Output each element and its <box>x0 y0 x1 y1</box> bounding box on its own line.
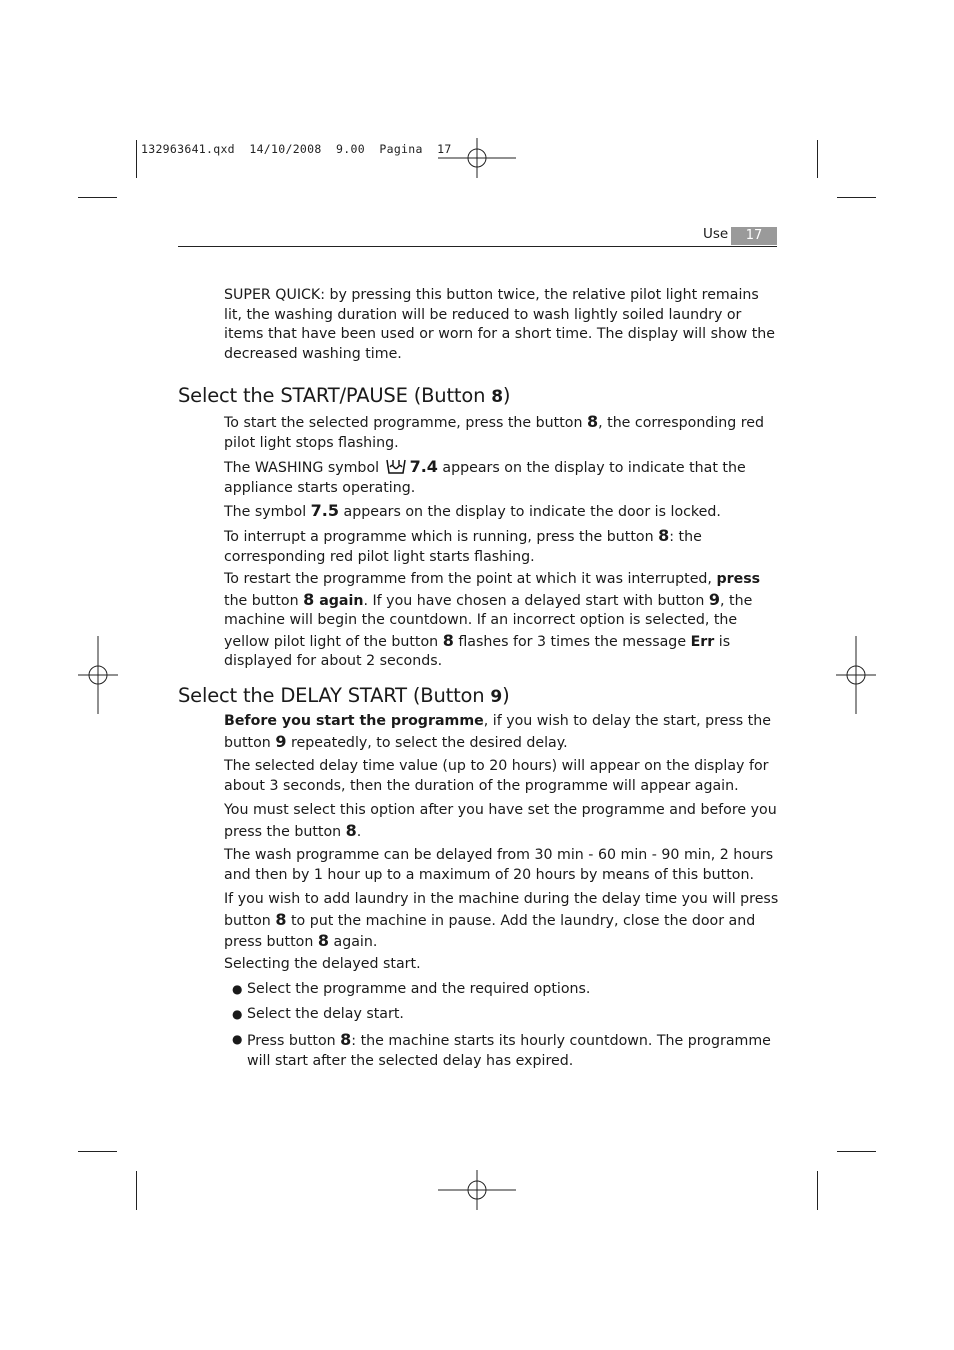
list-item: ● Select the delay start. <box>232 1005 777 1025</box>
crop-mark-top-left-v <box>136 140 137 178</box>
washing-symbol-icon <box>386 459 406 474</box>
bullet-icon: ● <box>232 1007 243 1021</box>
section-label: Use <box>703 226 729 242</box>
list-item: ● Select the programme and the required options. <box>232 980 777 1000</box>
start-pause-paragraph-4: To interrupt a programme which is running, press the button 8: the corresponding red pilot light starts flashing. <box>224 526 702 565</box>
bullet-icon: ● <box>232 1032 243 1046</box>
delay-start-paragraph-4: The wash programme can be delayed from 30 min - 60 min - 90 min, 2 hours and then by 1 hour up to a maximum of 20 hours by means of this button. <box>224 847 774 883</box>
crop-mark-bottom-right-h <box>837 1151 876 1152</box>
crop-mark-top-right-h <box>837 197 876 198</box>
delay-start-paragraph-5: If you wish to add laundry in the machine during the delay time you will press button 8 to put the machine in pause. Add the laundry, close the door and press button 8 again. <box>224 891 779 950</box>
start-pause-paragraph-2: The WASHING symbol 7.4 appears on the display to indicate that the appliance starts operating. <box>224 457 746 496</box>
crop-mark-top-left-h <box>78 197 117 198</box>
crop-mark-top-right-v <box>817 140 818 178</box>
delay-start-paragraph-1: Before you start the programme, if you wish to delay the start, press the button 9 repeatedly, to select the desired delay. <box>224 713 771 751</box>
registration-mark-right <box>836 636 876 714</box>
print-slug: 132963641.qxd 14/10/2008 9.00 Pagina 17 <box>141 142 452 156</box>
list-item: ● Press button 8: the machine starts its hourly countdown. The programme will start after the selected delay has expired. <box>232 1030 771 1069</box>
registration-mark-left <box>78 636 118 714</box>
registration-mark-bottom <box>438 1170 516 1210</box>
delay-start-paragraph-3: You must select this option after you have set the programme and before you press the button 8. <box>224 802 777 840</box>
delay-start-paragraph-6: Selecting the delayed start. <box>224 956 421 972</box>
crop-mark-bottom-left-h <box>78 1151 117 1152</box>
crop-mark-bottom-right-v <box>817 1171 818 1210</box>
header-rule <box>178 246 777 247</box>
start-pause-paragraph-5: To restart the programme from the point at which it was interrupted, press the button 8 again. If you have chosen a delayed start with button 9, the machine will begin the countdown. If an incorrect option is selected, the yellow pilot light of the button 8 flashes for 3 times the message Err is displayed for about 2 seconds. <box>224 571 761 669</box>
start-pause-paragraph-1: To start the selected programme, press the button 8, the corresponding red pilot light stops flashing. <box>224 412 765 451</box>
delay-start-heading: Select the DELAY START (Button 9) <box>178 684 510 707</box>
start-pause-heading: Select the START/PAUSE (Button 8) <box>178 384 511 407</box>
bullet-icon: ● <box>232 982 243 996</box>
delay-start-paragraph-2: The selected delay time value (up to 20 hours) will appear on the display for about 3 seconds, then the duration of the programme will appear again. <box>224 758 769 794</box>
crop-mark-bottom-left-v <box>136 1171 137 1210</box>
super-quick-paragraph: SUPER QUICK: by pressing this button twice, the relative pilot light remains lit, the washing duration will be reduced to wash lightly soiled laundry or items that have been used or worn for a short time. The display will show the decreased washing time. <box>224 287 776 362</box>
start-pause-paragraph-3: The symbol 7.5 appears on the display to indicate the door is locked. <box>224 501 721 520</box>
page-number: 17 <box>731 227 777 245</box>
